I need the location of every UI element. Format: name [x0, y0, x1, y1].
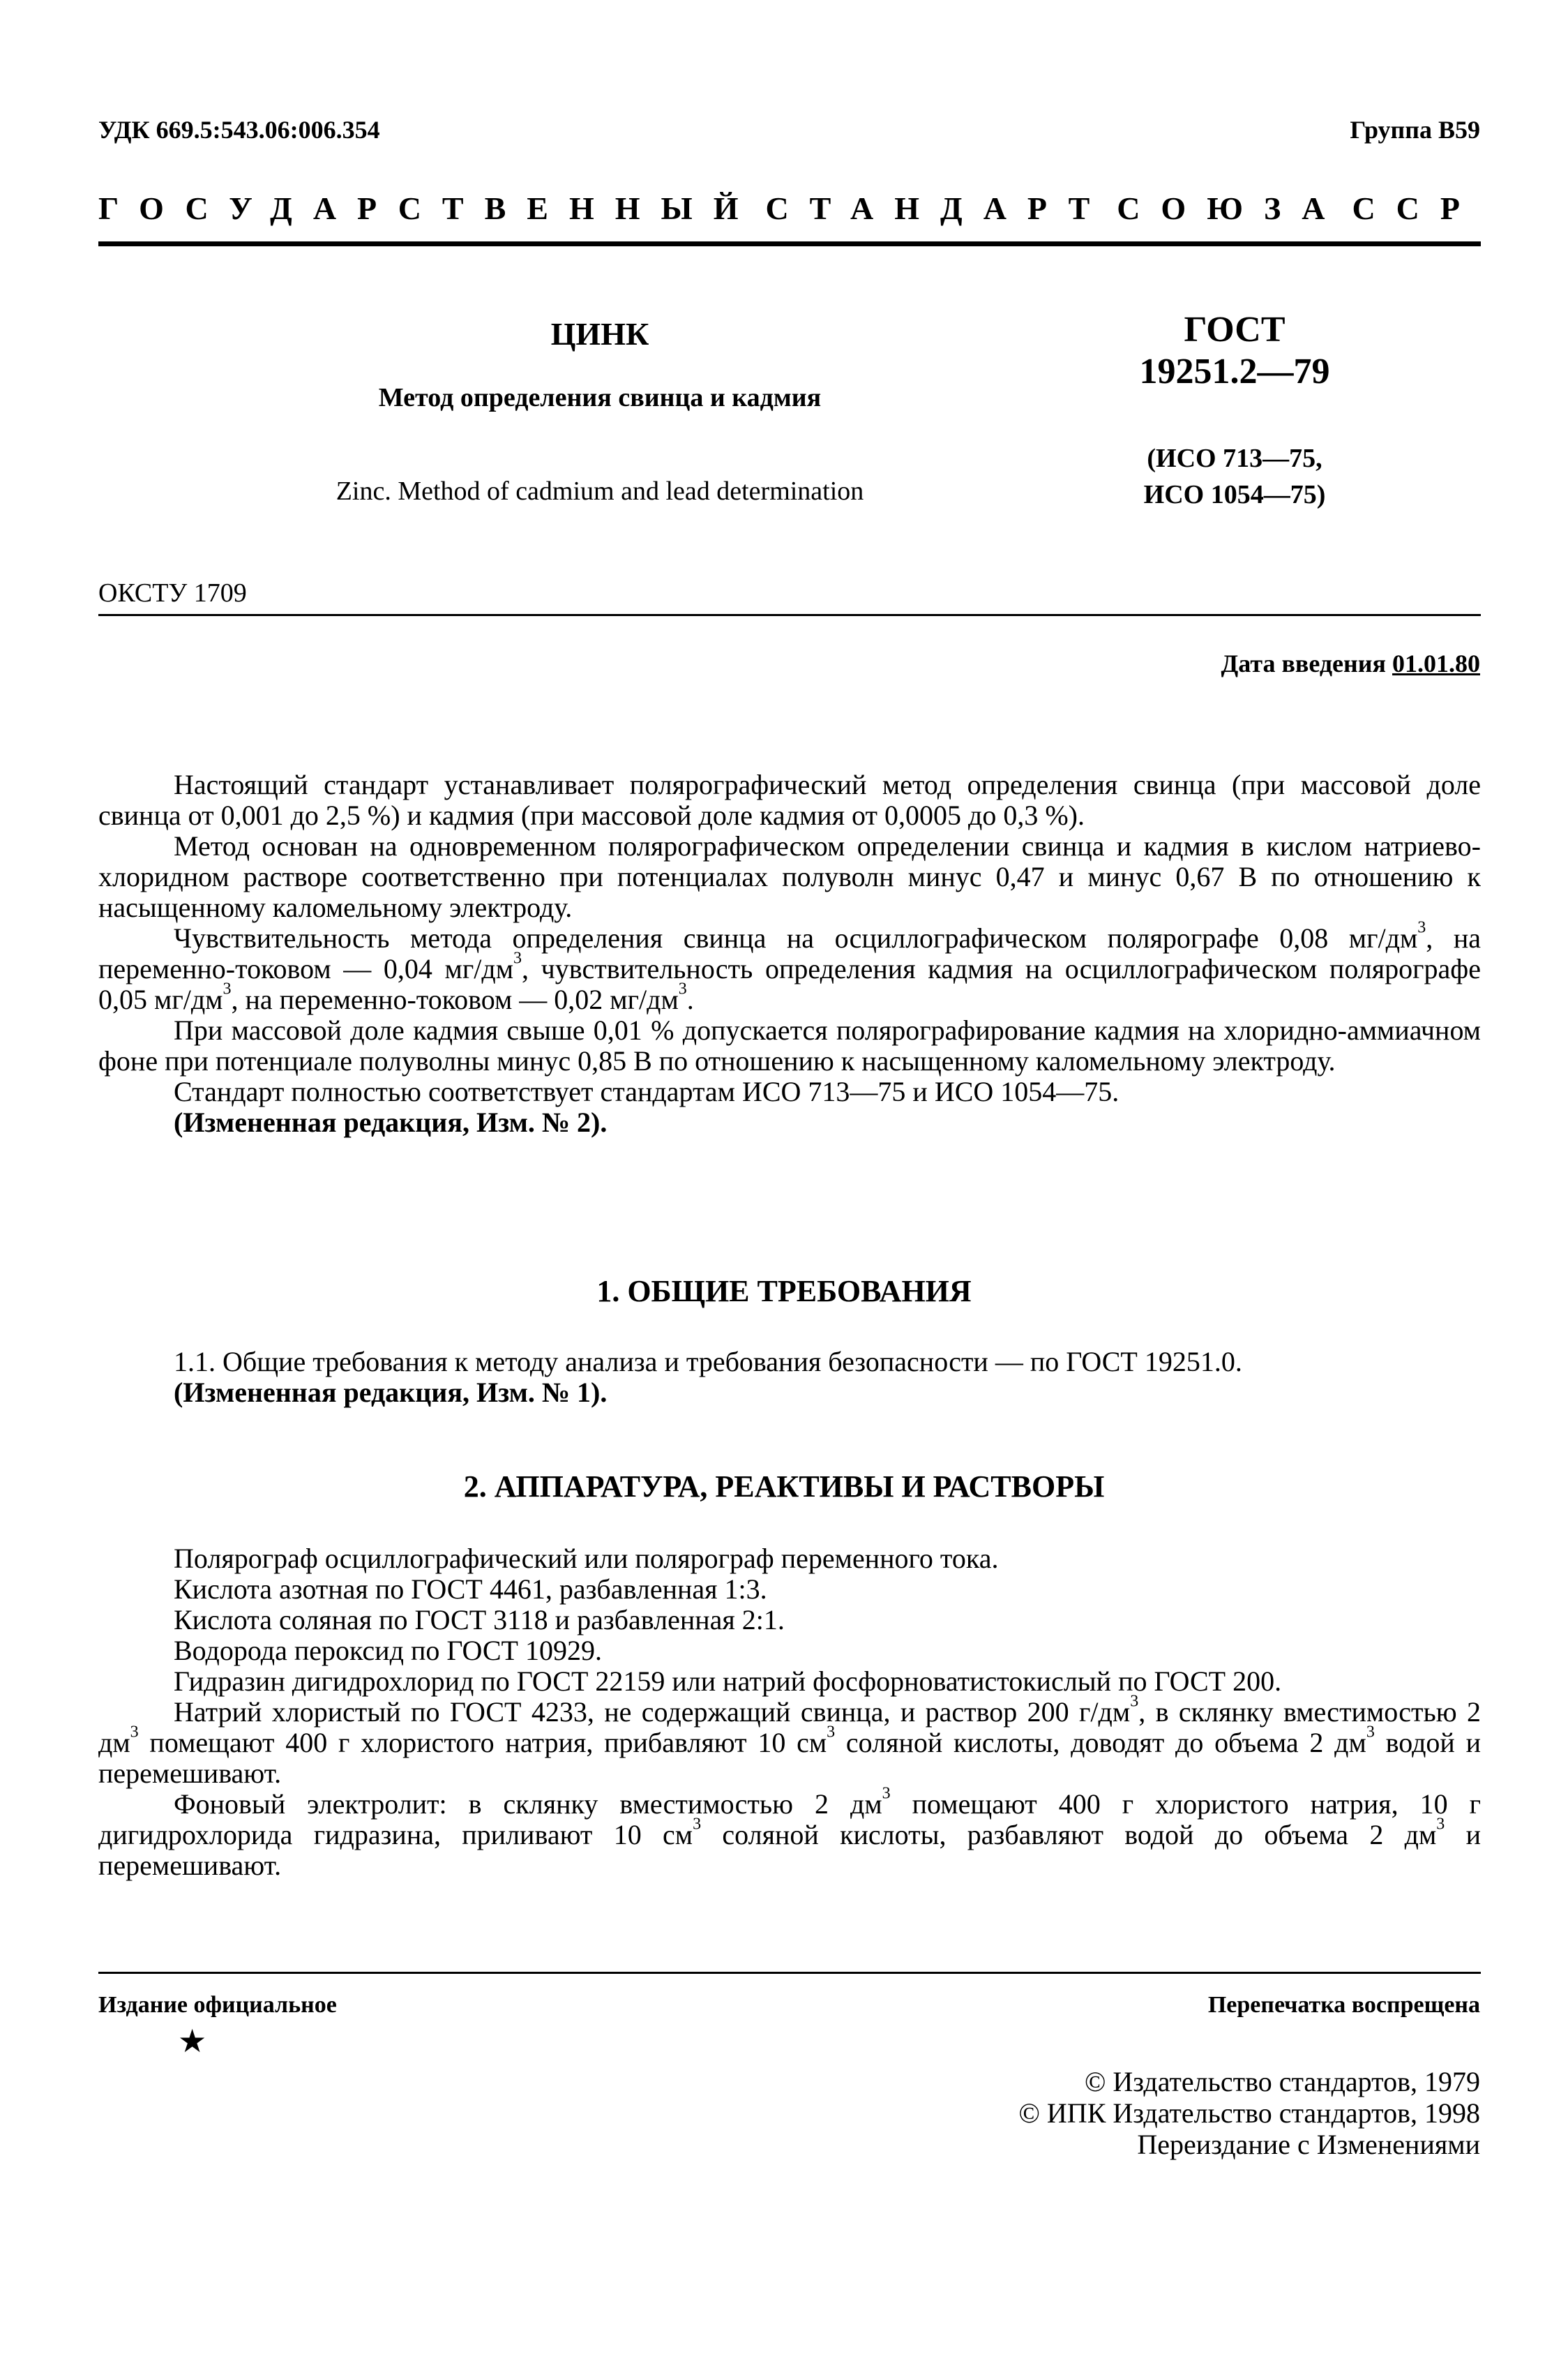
intro-paragraph: Метод основан на одновременном полярографическом определении свинца и кадмия в кислом натриево-хлоридном растворе соответственно при потенциалах полуволн минус 0,47 и минус 0,67 В по отношению к насыщенному каломельному электроду. [98, 830, 1481, 923]
amendment-note: (Измененная редакция, Изм. № 2). [174, 1107, 608, 1138]
date-label: Дата введения [1221, 650, 1386, 677]
amendment-note: (Измененная редакция, Изм. № 1). [174, 1377, 608, 1408]
state-word: СОЮЗА [1117, 190, 1346, 226]
reagent-paragraph: Фоновый электролит: в склянку вместимостью 2 $дм^3$ помещают 400 г хлористого натрия, 10 г дигидрохлорида гидразина, приливают 10 $см^3$ соляной кислоты, разбавляют водой до объема 2 $дм^3$ и перемешивают. [98, 1784, 1481, 1881]
middle-rule [98, 614, 1481, 616]
standard-subtitle-en: Zinc. Method of cadmium and lead determination [336, 477, 864, 506]
group-code: Группа В59 [1350, 116, 1480, 144]
state-standard-banner [98, 190, 1481, 227]
intro-paragraph: Настоящий стандарт устанавливает полярографический метод определения свинца (при массовой доле свинца от 0,001 до 2,5 %) и кадмия (при массовой доле кадмия от 0,0005 до 0,3 %). [98, 769, 1481, 831]
standard-subtitle-ru: Метод определения свинца и кадмия [378, 383, 822, 412]
iso-line-1: (ИСО 713—75, [1147, 444, 1322, 473]
section-2-heading: 2. АППАРАТУРА, РЕАКТИВЫ И РАСТВОРЫ [463, 1469, 1105, 1504]
introduction-date [1221, 649, 1481, 678]
intro-text [98, 770, 1481, 1138]
state-word: ГОСУДАРСТВЕННЫЙ [98, 190, 760, 226]
intro-paragraph: Стандарт полностью соответствует стандартам ИСО 713—75 и ИСО 1054—75. [174, 1076, 1120, 1107]
oksty-code: ОКСТУ 1709 [98, 578, 247, 608]
reprint-prohibited: Перепечатка воспрещена [1207, 1992, 1480, 2018]
intro-paragraph: Чувствительность метода определения свинца на осциллографическом полярографе 0,08 $мг/дм^3$, на переменно-токовом — 0,04 $мг/дм^3$, чувствительность определения кадмия на осциллографическом полярографе 0,05 $мг/дм^3$, на переменно-токовом — 0,02 $мг/дм^3$. [98, 918, 1481, 1015]
section-2-text [98, 1543, 1481, 1881]
standard-title: ЦИНК [550, 316, 649, 352]
copyright-2: © ИПК Издательство стандартов, 1998 [1018, 2097, 1480, 2129]
reagent-line: Полярограф осциллографический или полярограф переменного тока. [174, 1543, 999, 1574]
top-rule [98, 241, 1481, 246]
iso-line-2: ИСО 1054—75) [1143, 480, 1326, 509]
reagent-line: Кислота соляная по ГОСТ 3118 и разбавленная 2:1. [174, 1604, 785, 1635]
star-icon: ★ [178, 2023, 207, 2059]
official-edition: Издание официальное [98, 1992, 337, 2018]
state-word: СТАНДАРТ [765, 190, 1111, 226]
state-word: ССР [1352, 190, 1481, 226]
udk-code: УДК 669.5:543.06:006.354 [98, 116, 380, 144]
section-1-heading: 1. ОБЩИЕ ТРЕБОВАНИЯ [596, 1274, 972, 1308]
section-paragraph: 1.1. Общие требования к методу анализа и требования безопасности — по ГОСТ 19251.0. [174, 1346, 1242, 1377]
intro-paragraph: При массовой доле кадмия свыше 0,01 % допускается полярографирование кадмия на хлоридно-аммиачном фоне при потенциале полуволны минус 0,85 В по отношению к насыщенному каломельному электроду. [98, 1014, 1481, 1077]
gost-label: ГОСТ [1184, 310, 1286, 350]
gost-number: 19251.2—79 [1139, 352, 1330, 391]
reagent-paragraph: Натрий хлористый по ГОСТ 4233, не содержащий свинца, и раствор 200 $г/дм^3$, в склянку вместимостью 2 $дм^3$ помещают 400 г хлористого натрия, прибавляют 10 $см^3$ соляной кислоты, доводят до объема 2 $дм^3$ водой и перемешивают. [98, 1692, 1482, 1789]
copyright-1: © Издательство стандартов, 1979 [1084, 2066, 1480, 2097]
reagent-line: Водорода пероксид по ГОСТ 10929. [174, 1635, 602, 1666]
reagent-line: Кислота азотная по ГОСТ 4461, разбавленная 1:3. [174, 1573, 767, 1605]
footer-rule [98, 1972, 1481, 1974]
date-value: 01.01.80 [1392, 650, 1480, 677]
reissue-note: Переиздание с Изменениями [1137, 2129, 1480, 2160]
reagent-line: Гидразин дигидрохлорид по ГОСТ 22159 или натрий фосфорноватистокислый по ГОСТ 200. [174, 1665, 1282, 1697]
section-1-text [98, 1347, 1481, 1408]
